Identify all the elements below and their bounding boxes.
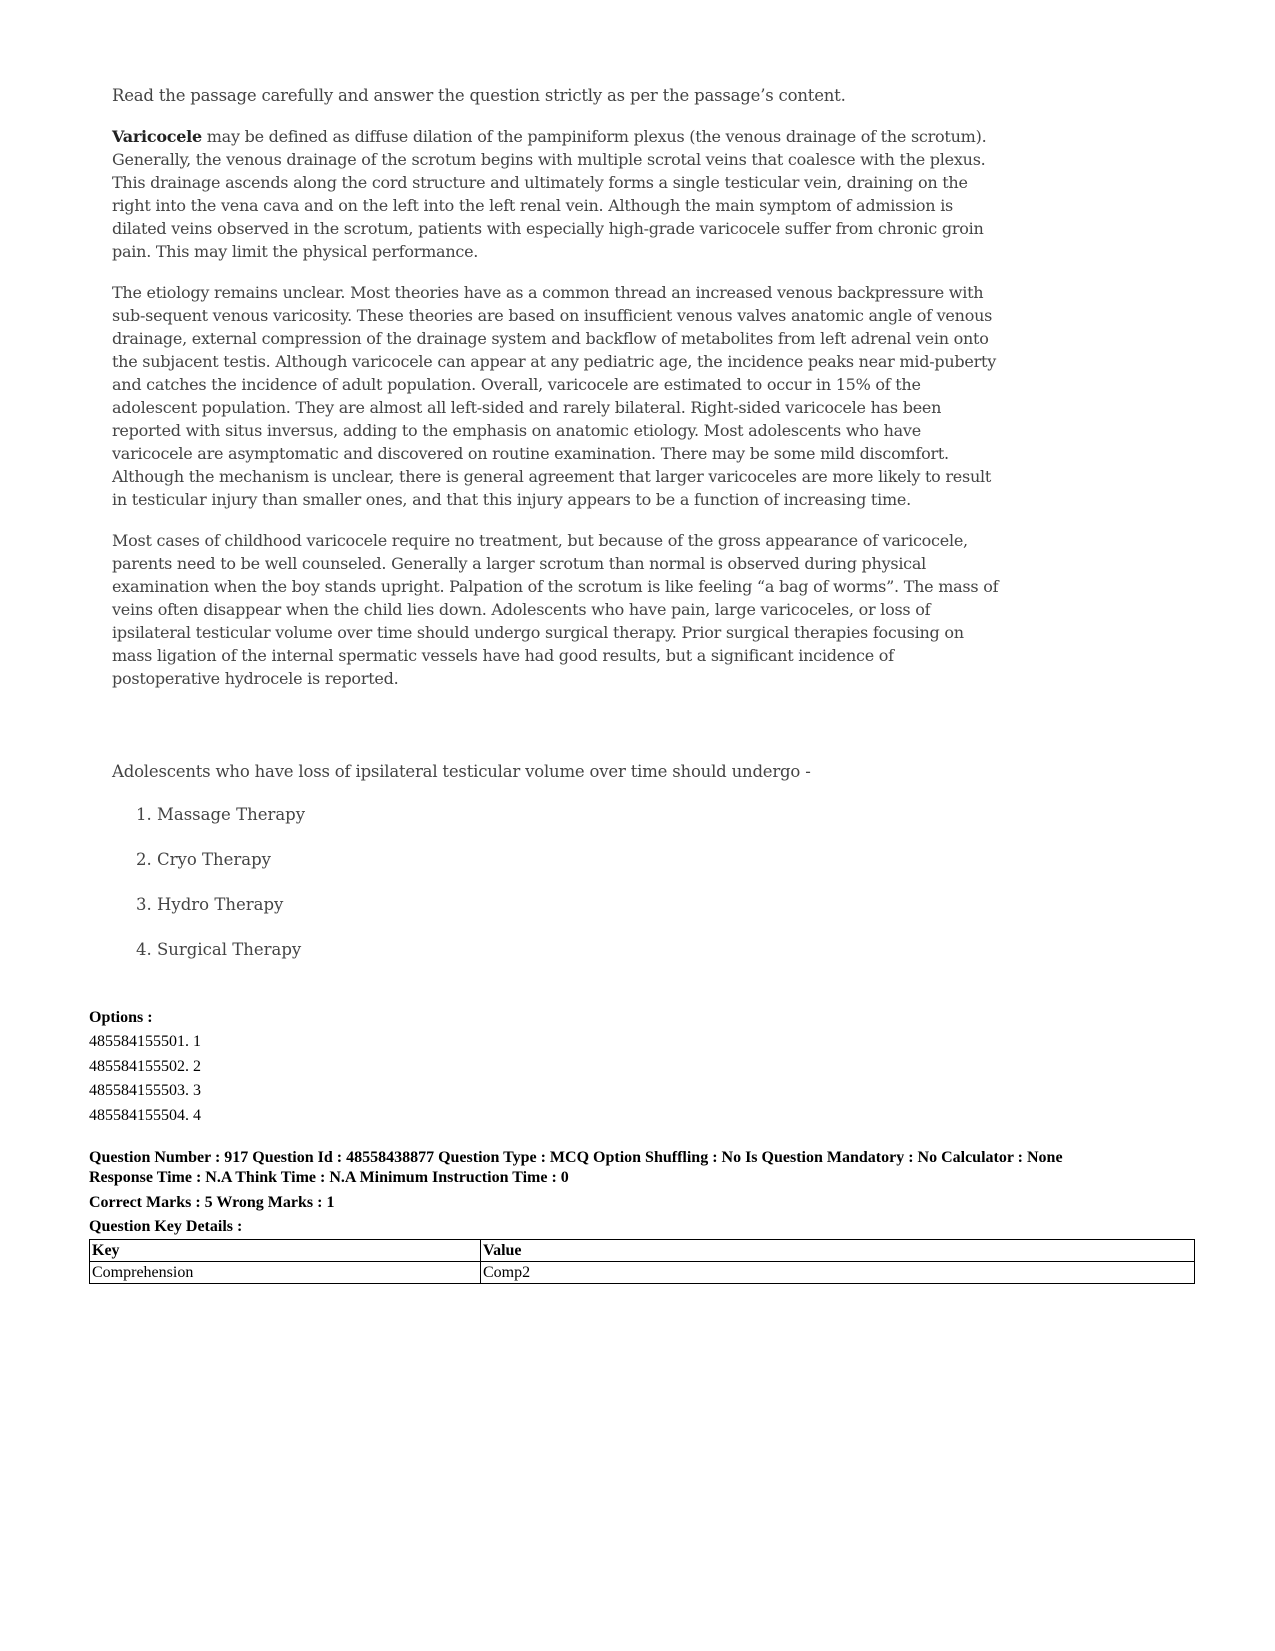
options-title: Options : [89,1009,153,1026]
key-details-table [89,1239,1195,1284]
question-choice: 2. Cryo Therapy [136,850,272,869]
passage-paragraph-3: Most cases of childhood varicocele require no treatment, but because of the gross appearance of varicocele, parents need to be well counseled. Generally a larger scrotum than normal is observed during physical examination when the boy stands upright. Palpation of the scrotum is like feeling “a bag of worms”. The mass of veins often disappear when the child lies down. Adolescents who have pain, large varicoceles, or loss of ipsilateral testicular volume over time should undergo surgical therapy. Prior surgical therapies focusing on mass ligation of the internal spermatic vessels have had good results, but a significant incidence of postoperative hydrocele is reported. [112,531,999,688]
table-header-value: Value [481,1240,1195,1262]
table-cell-key: Comprehension [90,1262,481,1284]
option-item: 485584155504. 4 [89,1106,201,1124]
passage-scan [112,80,1002,983]
key-details-title: Question Key Details : [89,1218,243,1235]
table-header-row [90,1240,1195,1262]
passage-paragraph-1-text: may be defined as diffuse dilation of the pampiniform plexus (the venous drainage of the scrotum). Generally, the venous drainage of the scrotum begins with multiple scrotal veins that coalesce with the plexus. This drainage ascends along the cord structure and ultimately forms a single testicular vein, draining on the right into the vena cava and on the left into the left renal vein. Although the main symptom of admission is dilated veins observed in the scrotum, patients with especially high-grade varicocele suffer from chronic groin pain. This may limit the physical performance. [112,127,987,261]
table-header-key: Key [90,1240,481,1262]
question-meta-line-2: Response Time : N.A Think Time : N.A Minimum Instruction Time : 0 [89,1169,569,1186]
table-row [90,1262,1195,1284]
question-text: Adolescents who have loss of ipsilateral testicular volume over time should undergo - [112,762,811,781]
passage-instruction: Read the passage carefully and answer the question strictly as per the passage’s content. [112,86,846,105]
question-details [89,1006,1199,1284]
option-item: 485584155503. 3 [89,1082,201,1099]
passage-term-varicocele: Varicocele [112,127,202,146]
passage-paragraph-2: The etiology remains unclear. Most theories have as a common thread an increased venous backpressure with sub-sequent venous varicosity. These theories are based on insufficient venous valves anatomic angle of venous drainage, external compression of the drainage system and backflow of metabolites from left adrenal vein onto the subjacent testis. Although varicocele can appear at any pediatric age, the incidence peaks near mid-puberty and catches the incidence of adult population. Overall, varicocele are estimated to occur in 15% of the adolescent population. They are almost all left-sided and rarely bilateral. Right-sided varicocele has been reported with situs inversus, adding to the emphasis on anatomic etiology. Most adolescents who have varicocele are asymptomatic and discovered on routine examination. There may be some mild discomfort. Although the mechanism is unclear, there is general agreement that larger varicoceles are more likely to result in testicular injury than smaller ones, and that this injury appears to be a function of increasing time. [112,283,996,509]
question-choice: 4. Surgical Therapy [136,940,302,959]
option-item: 485584155501. 1 [89,1033,201,1050]
question-meta [89,1148,1199,1188]
question-meta-line-1: Question Number : 917 Question Id : 48558438877 Question Type : MCQ Option Shuffling : No Is Question Mandatory : No Calculator : None [89,1149,1063,1166]
table-cell-value: Comp2 [481,1262,1195,1284]
question-marks: Correct Marks : 5 Wrong Marks : 1 [89,1194,335,1211]
passage-paragraph-1 [112,125,1002,263]
option-item: 485584155502. 2 [89,1057,201,1075]
question-choice: 1. Massage Therapy [136,805,306,824]
question-choices [136,803,1002,983]
question-choice: 3. Hydro Therapy [136,895,284,914]
